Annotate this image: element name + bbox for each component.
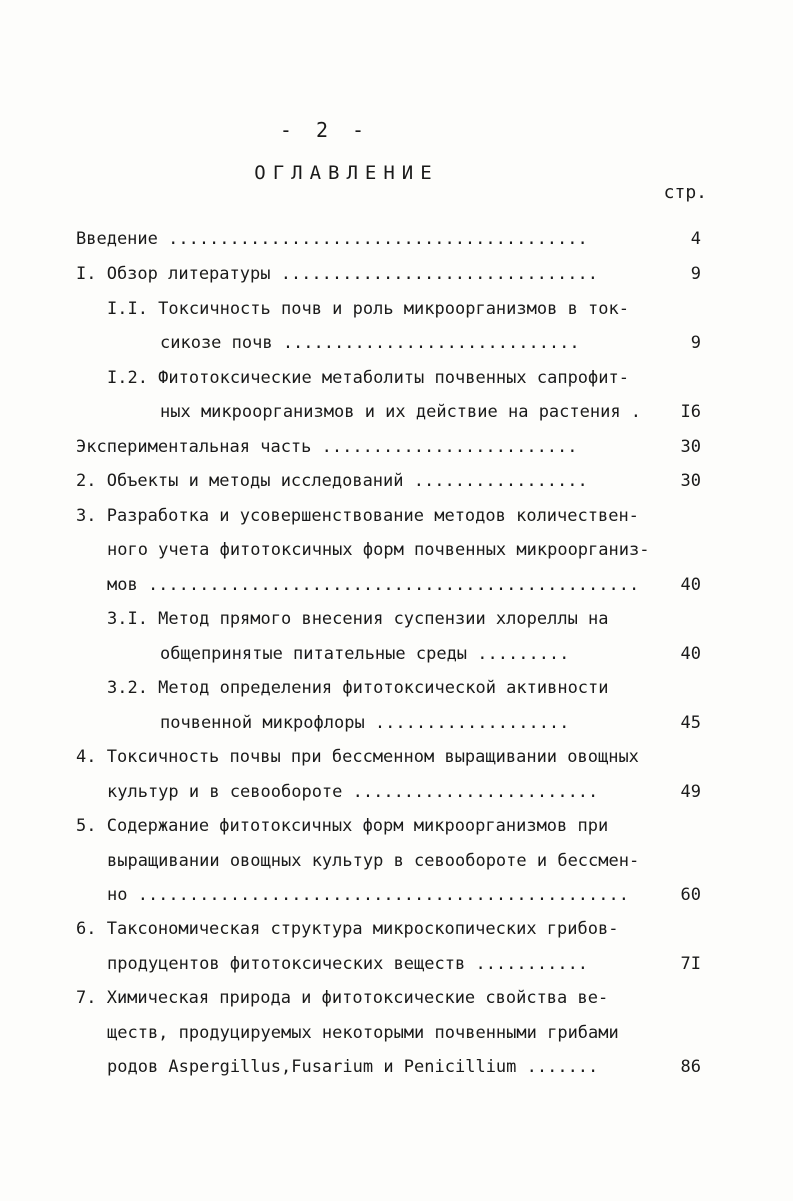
toc-page-number: 9 <box>690 333 701 353</box>
toc-page-number: I6 <box>680 402 701 422</box>
toc-page-number: 9 <box>690 264 701 284</box>
toc-line: сикозе почв ............................. <box>160 333 580 353</box>
page-column-label: стр. <box>663 182 707 203</box>
toc-line: культур и в севообороте ........................ <box>107 782 599 802</box>
toc-line: 3. Разработка и усовершенствование методов количествен- <box>76 506 639 526</box>
toc-line: I. Обзор литературы ............................... <box>76 264 598 284</box>
toc-page-number: 45 <box>680 713 701 733</box>
toc-line: Введение ......................................... <box>76 229 588 249</box>
toc-line: 2. Объекты и методы исследований ................. <box>76 471 588 491</box>
toc-page-number: 60 <box>680 885 701 905</box>
toc-page-number: 40 <box>680 575 701 595</box>
toc-page-number: 40 <box>680 644 701 664</box>
page-title: ОГЛАВЛЕНИЕ <box>254 162 439 184</box>
toc-line: I.2. Фитотоксические метаболиты почвенных сапрофит- <box>107 368 629 388</box>
toc-line: общепринятые питательные среды ......... <box>160 644 570 664</box>
toc-line: 4. Токсичность почвы при бессменном выращивании овощных <box>76 747 639 767</box>
toc-line: Экспериментальная часть ......................... <box>76 437 578 457</box>
toc-line: ных микроорганизмов и их действие на растения . <box>160 402 642 422</box>
toc-line: выращивании овощных культур в севообороте и бессмен- <box>107 851 640 871</box>
toc-line: ществ, продуцируемых некоторыми почвенными грибами <box>107 1023 619 1043</box>
toc-line: почвенной микрофлоры ................... <box>160 713 570 733</box>
toc-page-number: 49 <box>680 782 701 802</box>
toc-line: мов ................................................ <box>107 575 640 595</box>
toc-line: 6. Таксономическая структура микроскопических грибов- <box>76 919 619 939</box>
toc-page-number: 30 <box>680 437 701 457</box>
toc-page-number: 30 <box>680 471 701 491</box>
toc-line: продуцентов фитотоксических веществ ........... <box>107 954 589 974</box>
toc-line: 7. Химическая природа и фитотоксические свойства ве- <box>76 988 609 1008</box>
toc-line: 5. Содержание фитотоксичных форм микроорганизмов при <box>76 816 609 836</box>
toc-line: I.I. Токсичность почв и роль микроорганизмов в ток- <box>107 299 629 319</box>
toc-page-number: 86 <box>680 1057 701 1077</box>
toc-page-number: 4 <box>690 229 701 249</box>
toc-line: родов Aspergillus,Fusarium и Penicillium ....... <box>107 1057 599 1077</box>
toc-line: но ................................................ <box>107 885 629 905</box>
toc-page-number: 7I <box>680 954 701 974</box>
toc-line: 3.2. Метод определения фитотоксической активности <box>107 678 609 698</box>
page-number: - 2 - <box>279 118 371 142</box>
toc-line: 3.I. Метод прямого внесения суспензии хлореллы на <box>107 609 609 629</box>
toc-line: ного учета фитотоксичных форм почвенных микроорганиз- <box>107 540 650 560</box>
